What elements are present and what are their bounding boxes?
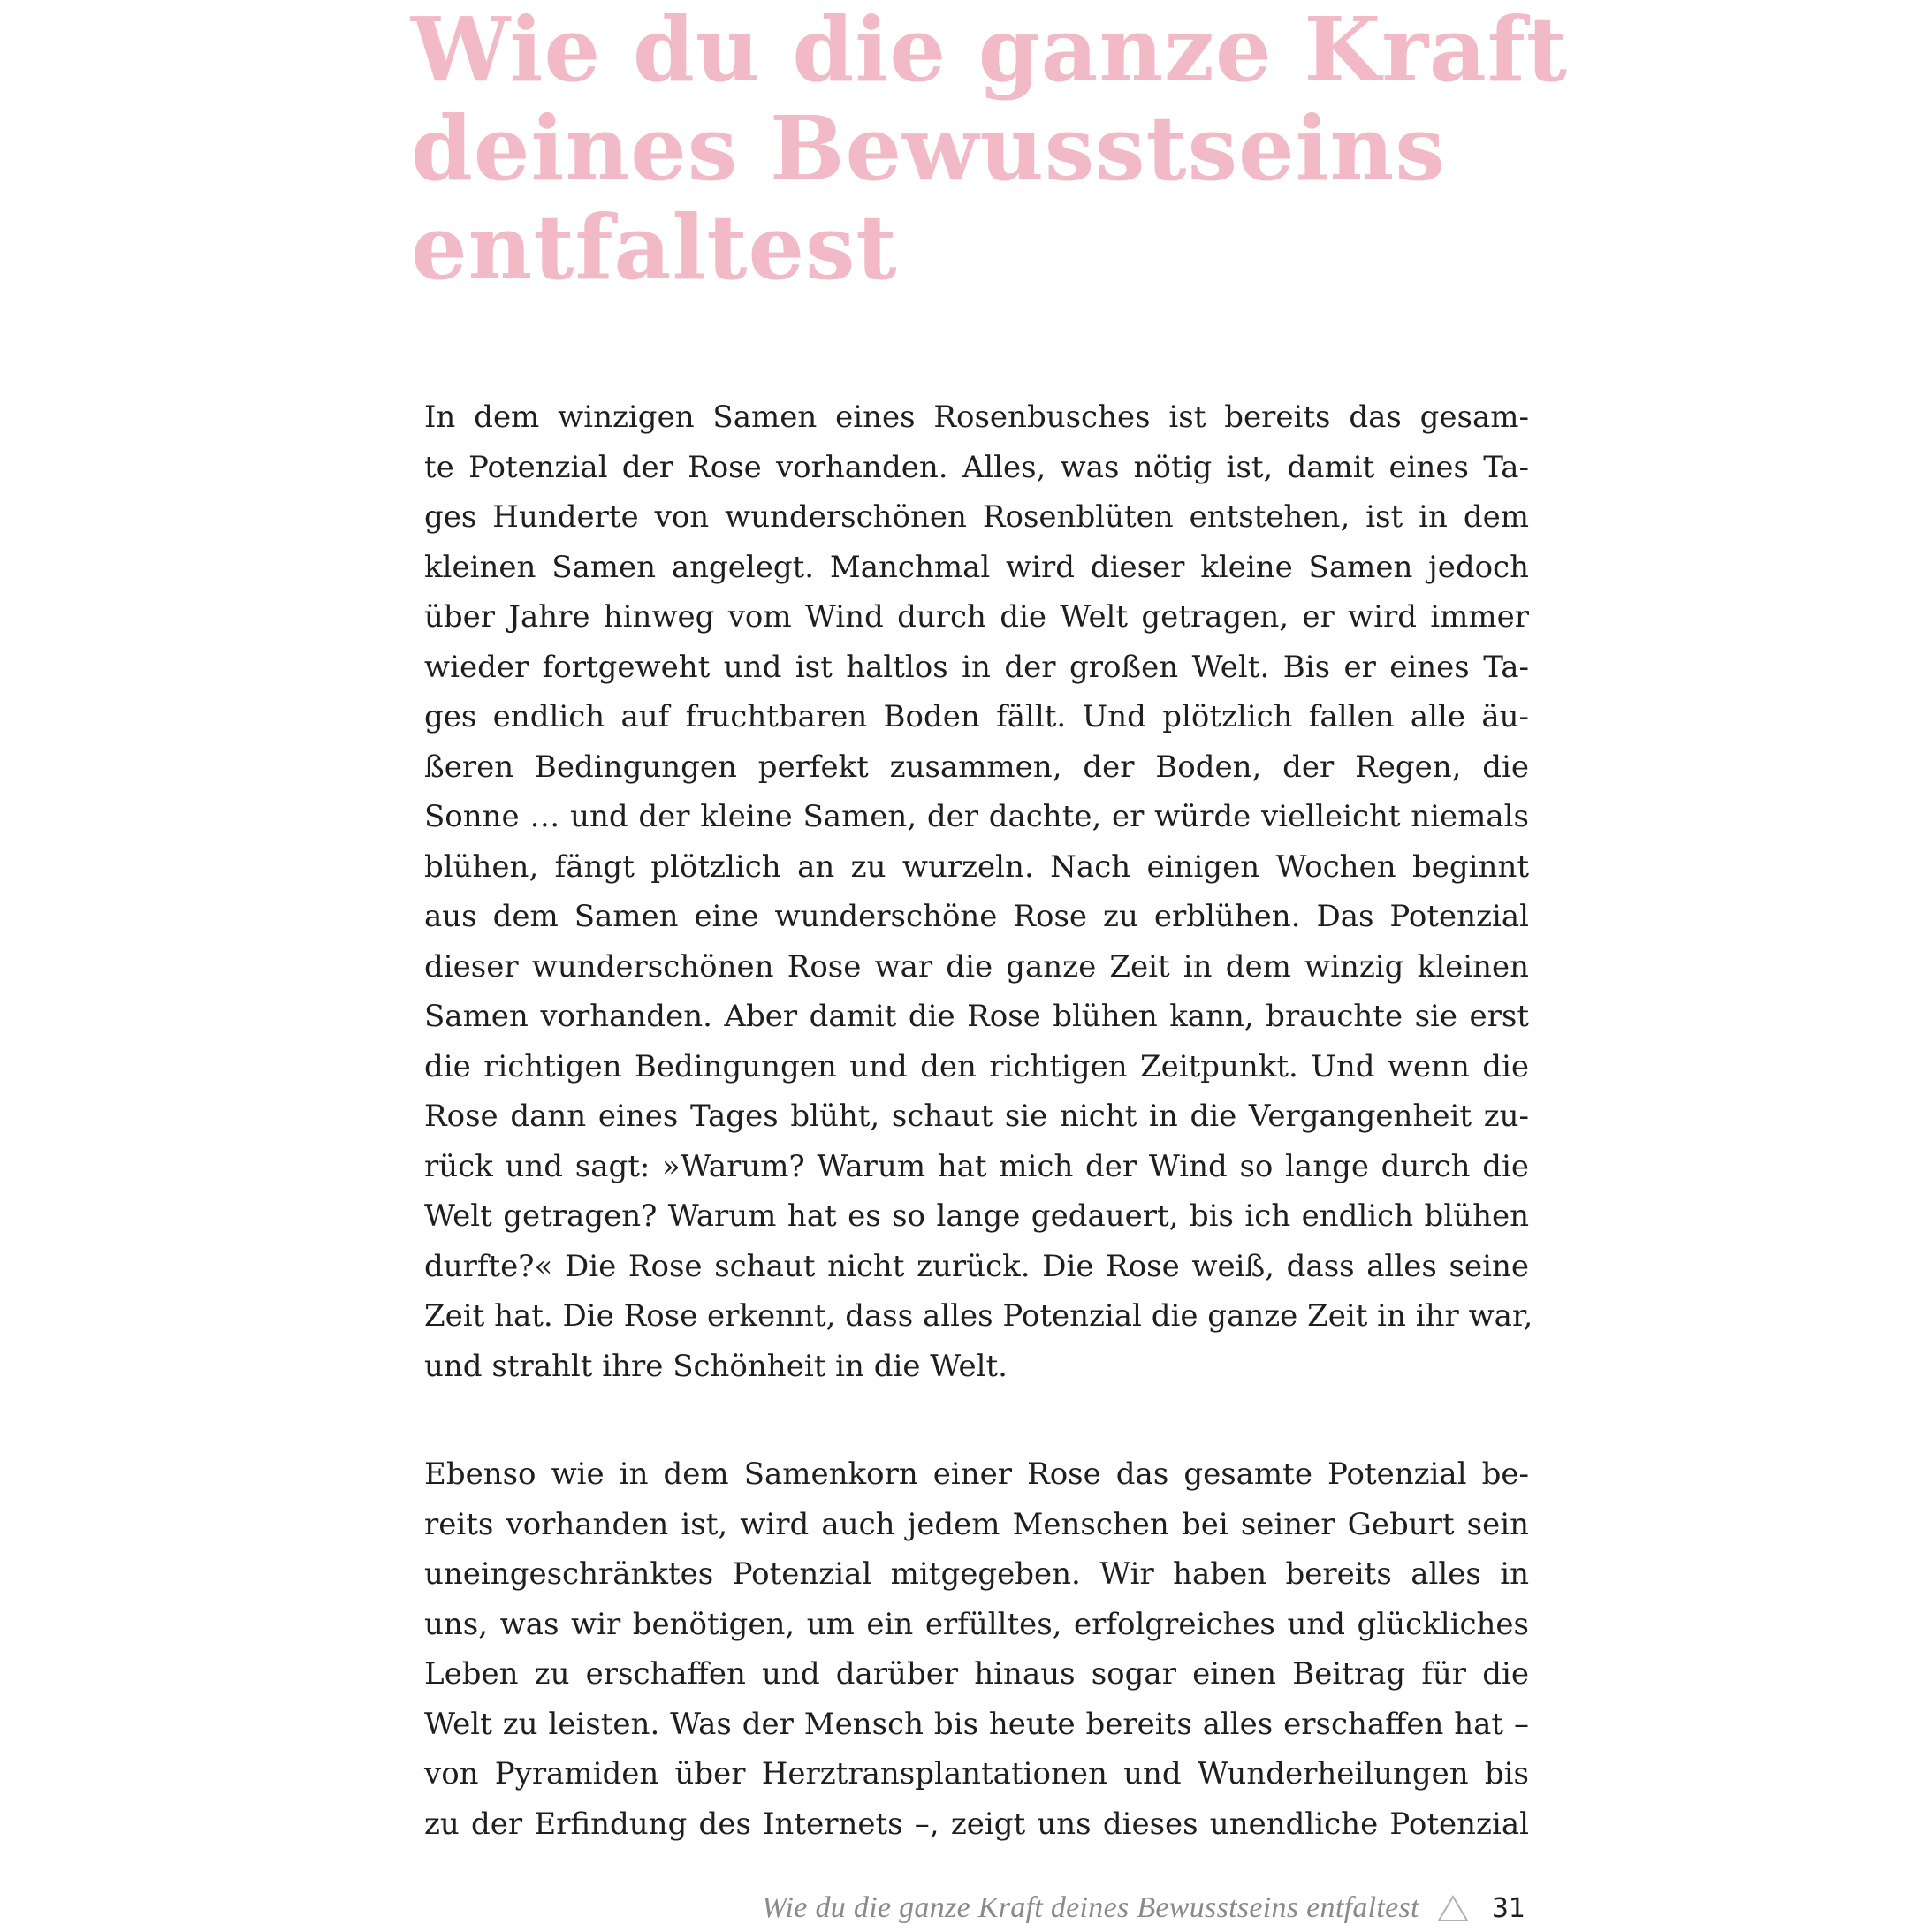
text-line: te Potenzial der Rose vorhanden. Alles, was nötig ist, damit eines Ta- — [424, 449, 1529, 485]
text-line: Welt zu leisten. Was der Mensch bis heute bereits alles erschaffen hat – — [424, 1706, 1529, 1742]
body-paragraph-1 — [424, 392, 1533, 1391]
text-line: Samen vorhanden. Aber damit die Rose blühen kann, brauchte sie erst — [424, 999, 1529, 1034]
text-line: Leben zu erschaffen und darüber hinaus sogar einen Beitrag für die — [424, 1656, 1529, 1692]
text-line: blühen, fängt plötzlich an zu wurzeln. Nach einigen Wochen beginnt — [424, 848, 1529, 885]
text-line: und strahlt ihre Schönheit in die Welt. — [424, 1348, 1008, 1384]
text-line: zu der Erfindung des Internets –, zeigt uns dieses unendliche Potenzial — [424, 1806, 1529, 1842]
text-line: ges endlich auf fruchtbaren Boden fällt. Und plötzlich fallen alle äu- — [424, 699, 1529, 734]
page-footer — [762, 1891, 1525, 1925]
text-line: dieser wunderschönen Rose war die ganze Zeit in dem winzig kleinen — [424, 948, 1529, 985]
text-line: Welt getragen? Warum hat es so lange gedauert, bis ich endlich blühen — [424, 1198, 1529, 1234]
chapter-title — [411, 0, 1569, 300]
text-line: Zeit hat. Die Rose erkennt, dass alles Potenzial die ganze Zeit in ihr war, — [424, 1298, 1533, 1334]
text-line: ßeren Bedingungen perfekt zusammen, der Boden, der Regen, die — [424, 749, 1529, 785]
chapter-title-line: entfaltest — [411, 195, 898, 300]
running-head: Wie du die ganze Kraft deines Bewusstseins entfaltest — [761, 1891, 1419, 1924]
text-line: reits vorhanden ist, wird auch jedem Menschen bei seiner Geburt sein — [424, 1506, 1529, 1542]
text-line: aus dem Samen eine wunderschöne Rose zu erblühen. Das Potenzial — [424, 899, 1529, 934]
text-line: Rose dann eines Tages blüht, schaut sie nicht in die Vergangenheit zu- — [424, 1099, 1529, 1134]
text-line: über Jahre hinweg vom Wind durch die Welt getragen, er wird immer — [424, 599, 1529, 635]
text-line: Sonne … und der kleine Samen, der dachte, er würde vielleicht niemals — [424, 799, 1529, 834]
triangle-outline-icon — [1437, 1894, 1469, 1922]
text-line: wieder fortgeweht und ist haltlos in der großen Welt. Bis er eines Ta- — [424, 649, 1529, 685]
chapter-title-line: Wie du die ganze Kraft — [411, 0, 1569, 102]
body-paragraph-2 — [424, 1449, 1529, 1849]
page-number: 31 — [1491, 1892, 1525, 1924]
text-line: von Pyramiden über Herztransplantationen und Wunderheilungen bis — [424, 1756, 1529, 1791]
text-line: Ebenso wie in dem Samenkorn einer Rose das gesamte Potenzial be- — [424, 1457, 1529, 1492]
chapter-title-line: deines Bewusstseins — [411, 96, 1446, 201]
text-line: die richtigen Bedingungen und den richtigen Zeitpunkt. Und wenn die — [424, 1048, 1529, 1084]
text-line: kleinen Samen angelegt. Manchmal wird dieser kleine Samen jedoch — [424, 549, 1529, 585]
text-line: uns, was wir benötigen, um ein erfülltes, erfolgreiches und glückliches — [424, 1606, 1529, 1642]
text-line: durfte?« Die Rose schaut nicht zurück. Die Rose weiß, dass alles seine — [424, 1248, 1529, 1284]
text-line: uneingeschränktes Potenzial mitgegeben. Wir haben bereits alles in — [424, 1556, 1529, 1592]
text-line: ges Hunderte von wunderschönen Rosenblüten entstehen, ist in dem — [424, 499, 1529, 535]
text-line: rück und sagt: »Warum? Warum hat mich der Wind so lange durch die — [424, 1148, 1529, 1184]
text-line: In dem winzigen Samen eines Rosenbusches ist bereits das gesam- — [424, 399, 1529, 435]
